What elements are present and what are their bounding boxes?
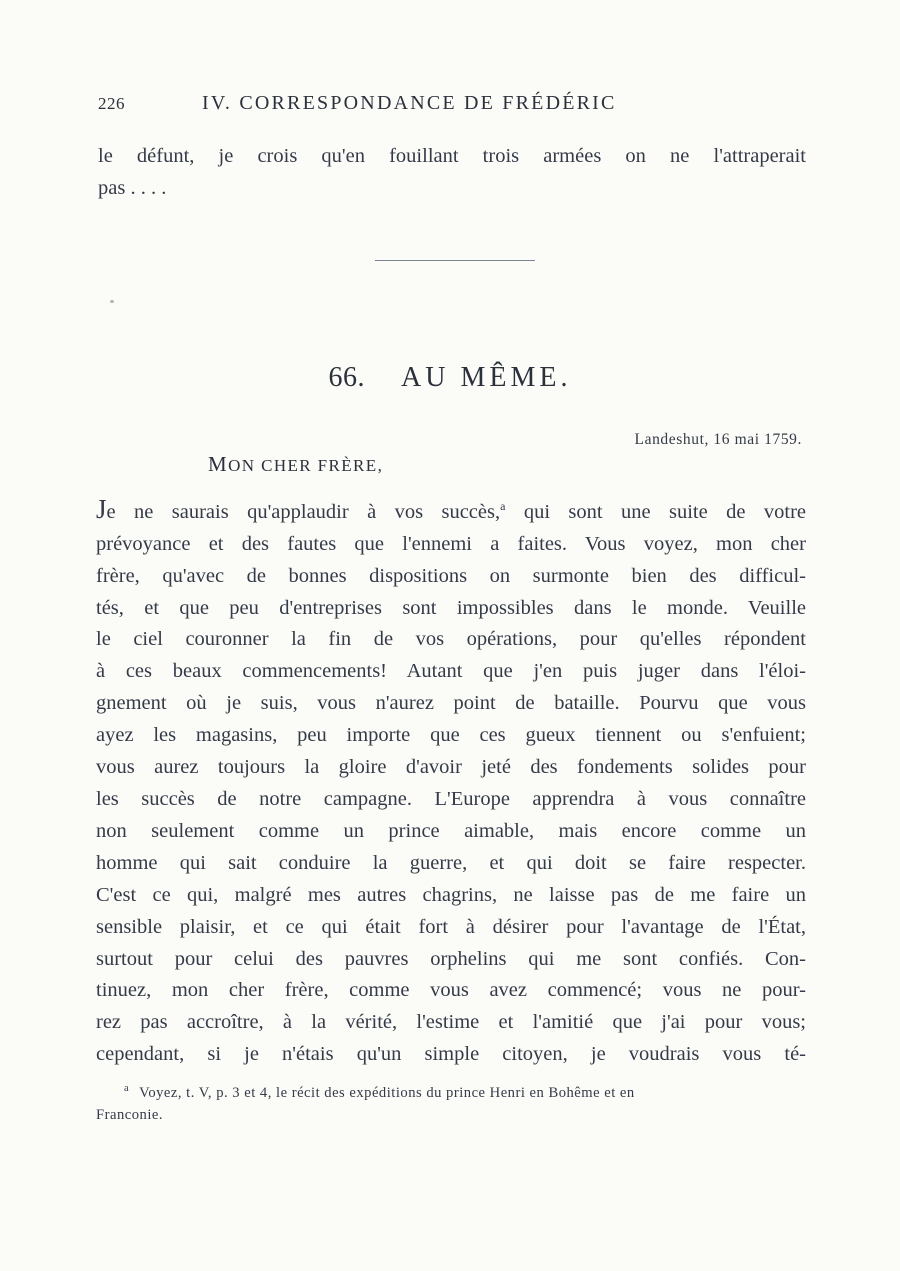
continuation-line-2: pas . . . . (98, 177, 167, 199)
body-line-12: homme qui sait conduire la guerre, et qui doit se faire respecter. (96, 851, 806, 874)
body-line-8: ayez les magasins, peu importe que ces gueux tiennent ou s'enfuient; (96, 724, 806, 747)
body-line-14: sensible plaisir, et ce qui était fort à désirer pour l'avantage de l'État, (96, 915, 806, 938)
body-line-17: rez pas accroître, à la vérité, l'estime et l'amitié que j'ai pour vous; (96, 1011, 806, 1034)
salutation-dropcap: M (208, 452, 229, 476)
letter-salutation (208, 452, 383, 477)
running-head-title: IV. CORRESPONDANCE DE FRÉDÉRIC (202, 92, 617, 114)
running-head (98, 92, 802, 115)
body-line-4: tés, et que peu d'entreprises sont impossibles dans le monde. Veuille (96, 596, 806, 619)
body-line-2: prévoyance et des fautes que l'ennemi a faites. Vous voyez, mon cher (96, 532, 806, 555)
letter-body (96, 491, 806, 1071)
body-line-18: cependant, si je n'étais qu'un simple citoyen, je voudrais vous té- (96, 1043, 806, 1066)
footnote-block (96, 1078, 802, 1126)
letter-number: 66. (328, 362, 366, 393)
body-line-16: tinuez, mon cher frère, comme vous avez commencé; vous ne pour- (96, 979, 806, 1002)
stray-ink-mark (110, 300, 114, 303)
footnote-marker: a (124, 1083, 130, 1094)
continuation-paragraph (98, 140, 806, 204)
body-line-1-text: e ne saurais qu'applaudir à vos succès, (106, 500, 501, 523)
body-line-9: vous aurez toujours la gloire d'avoir jeté des fondements solides pour (96, 756, 806, 779)
page-folio: 226 (98, 94, 125, 113)
body-line-1-rest: qui sont une suite de votre (505, 500, 806, 523)
body-line-1 (96, 491, 806, 529)
body-dropcap: J (96, 493, 107, 524)
letter-recipient: AU MÊME. (401, 362, 572, 393)
section-divider-rule (375, 260, 535, 261)
body-line-3: frère, qu'avec de bonnes dispositions on surmonte bien des difficul- (96, 564, 806, 587)
body-line-6: à ces beaux commencements! Autant que j'en puis juger dans l'éloi- (96, 660, 806, 683)
continuation-line-1: le défunt, je crois qu'en fouillant trois armées on ne l'attraperait (98, 145, 806, 167)
letter-dateline: Landeshut, 16 mai 1759. (634, 431, 802, 448)
footnote-text-1: Voyez, t. V, p. 3 et 4, le récit des expéditions du prince Henri en Bohême et en (139, 1084, 635, 1101)
body-line-5: le ciel couronner la fin de vos opérations, pour qu'elles répondent (96, 628, 806, 651)
body-line-11: non seulement comme un prince aimable, mais encore comme un (96, 819, 806, 842)
body-line-13: C'est ce qui, malgré mes autres chagrins, ne laisse pas de me faire un (96, 883, 806, 906)
footnote-line-2: Franconie. (96, 1106, 164, 1123)
footnote-line-1 (124, 1078, 802, 1104)
salutation-text: ON CHER FRÈRE, (228, 456, 384, 475)
body-line-15: surtout pour celui des pauvres orphelins qui me sont confiés. Con- (96, 947, 806, 970)
letter-heading (0, 362, 900, 394)
footnote-reference: a (500, 499, 506, 513)
body-line-7: gnement où je suis, vous n'aurez point de bataille. Pourvu que vous (96, 692, 806, 715)
body-line-10: les succès de notre campagne. L'Europe apprendra à vous connaître (96, 787, 806, 810)
